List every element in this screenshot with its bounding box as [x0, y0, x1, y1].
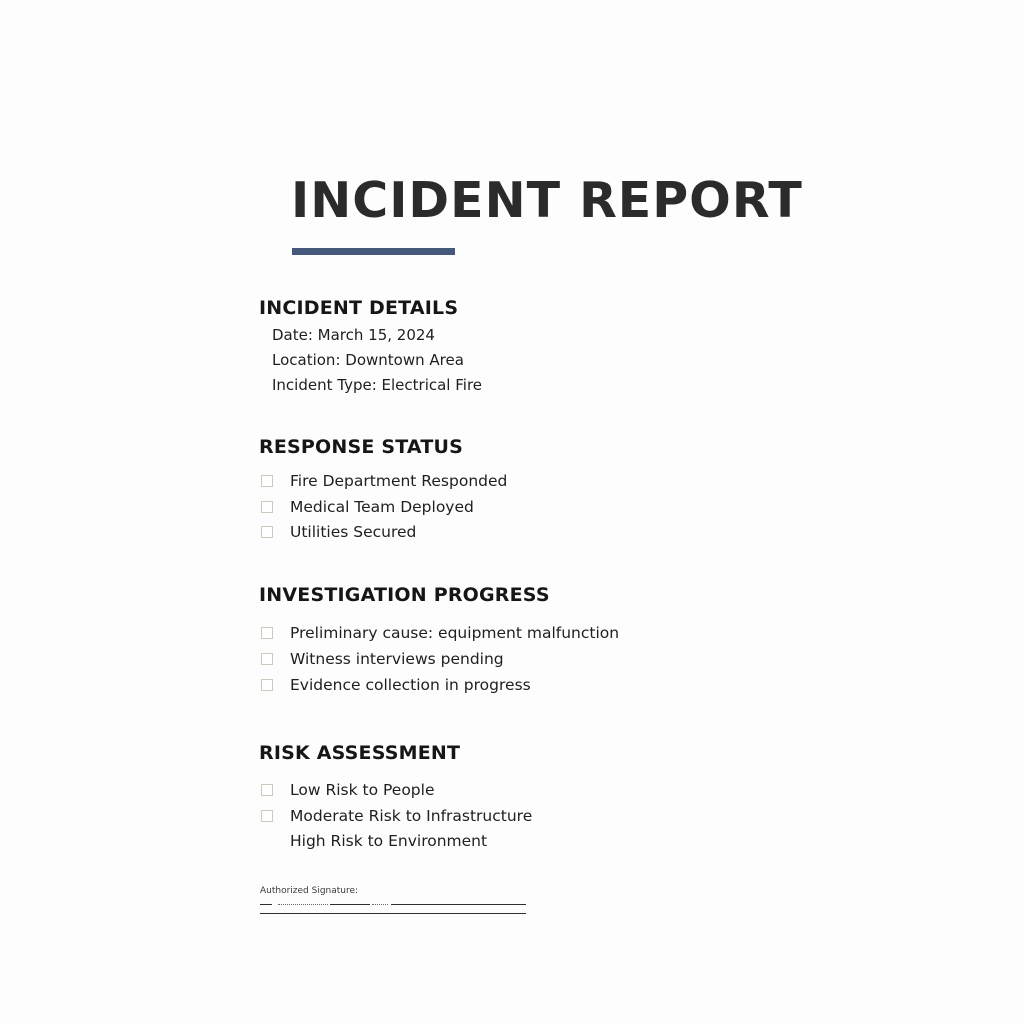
response-status-heading: RESPONSE STATUS: [259, 436, 464, 458]
page-title: INCIDENT REPORT: [291, 172, 803, 229]
detail-incident-type: Incident Type: Electrical Fire: [272, 376, 483, 394]
risk-assessment-section: [259, 740, 533, 850]
checklist-item-label: Moderate Risk to Infrastructure: [290, 807, 533, 825]
checkbox[interactable]: [261, 627, 273, 639]
checkbox[interactable]: [261, 679, 273, 691]
checkbox[interactable]: [261, 810, 273, 822]
checklist-item-label: Witness interviews pending: [290, 650, 504, 668]
checkbox[interactable]: [261, 653, 273, 665]
signature-rule: [260, 913, 526, 914]
signature-rule-segment: [260, 904, 272, 905]
signature-rule-segment: [330, 904, 370, 905]
signature-rule-segment: [391, 904, 526, 905]
checklist-item-label: Low Risk to People: [290, 781, 435, 799]
incident-details-heading: INCIDENT DETAILS: [259, 297, 459, 319]
checklist-item-label: Utilities Secured: [290, 523, 417, 541]
risk-assessment-heading: RISK ASSESSMENT: [259, 742, 461, 764]
checkbox[interactable]: [261, 475, 273, 487]
checklist-item-label: High Risk to Environment: [290, 832, 488, 850]
checklist-item-label: Evidence collection in progress: [290, 676, 531, 694]
checkbox[interactable]: [261, 784, 273, 796]
detail-location: Location: Downtown Area: [272, 351, 464, 369]
signature-dots: [372, 904, 388, 906]
response-status-section: [259, 434, 508, 541]
checklist-item-label: Medical Team Deployed: [290, 498, 474, 516]
checkbox[interactable]: [261, 526, 273, 538]
investigation-progress-heading: INVESTIGATION PROGRESS: [259, 584, 550, 606]
signature-block: [260, 885, 526, 897]
incident-details-section: [259, 295, 483, 394]
title-underline: [292, 248, 455, 255]
detail-date: Date: March 15, 2024: [272, 326, 435, 344]
signature-label: Authorized Signature:: [260, 886, 359, 896]
signature-line[interactable]: [260, 902, 526, 922]
investigation-progress-section: [259, 582, 620, 694]
signature-dots: [278, 904, 328, 906]
checklist-item-label: Preliminary cause: equipment malfunction: [290, 624, 620, 642]
checkbox[interactable]: [261, 501, 273, 513]
checklist-item-label: Fire Department Responded: [290, 472, 508, 490]
